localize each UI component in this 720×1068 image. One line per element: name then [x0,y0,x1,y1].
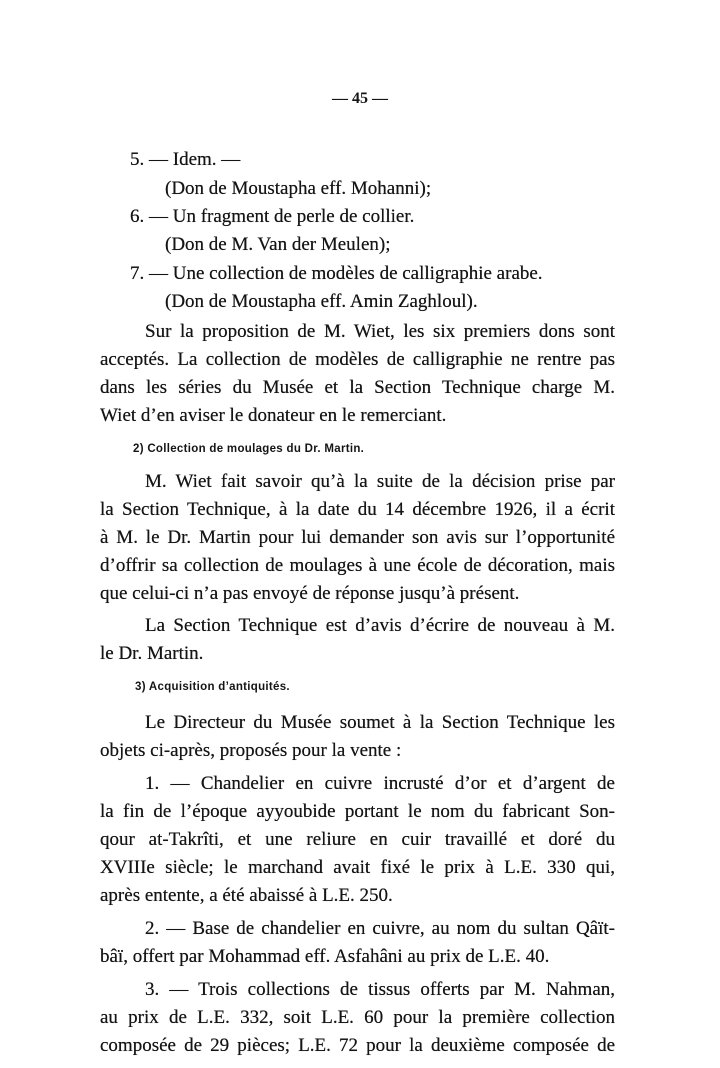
paragraph-line: la Section Technique, à la date du 14 décembre 1926, il a écrit [100,499,615,520]
donation-item-7: 7. — Une collection de modèles de calligraphie arabe. [130,263,543,284]
paragraph-line: composée de 29 pièces; L.E. 72 pour la deuxième composée de [100,1035,615,1056]
paragraph-line: objets ci-après, proposés pour la vente : [100,740,402,761]
paragraph-line: dans les séries du Musée et la Section Technique charge M. [100,377,615,398]
paragraph-line: Sur la proposition de M. Wiet, les six premiers dons sont [145,321,615,342]
donation-item-6: 6. — Un fragment de perle de collier. [130,206,415,227]
paragraph-line: d’offrir sa collection de moulages à une école de décoration, mais [100,555,615,576]
paragraph-line: Le Directeur du Musée soumet à la Section Technique les [145,712,615,733]
donation-item-7-donor: (Don de Moustapha eff. Amin Zaghloul). [165,291,478,312]
paragraph-line: qour at-Takrîti, et une reliure en cuir travaillé et doré du [100,829,615,850]
paragraph-line: après entente, a été abaissé à L.E. 250. [100,885,393,906]
paragraph-line: la fin de l’époque ayyoubide portant le nom du fabricant Son- [100,801,615,822]
section-heading-2: 2) Collection de moulages du Dr. Martin. [133,443,365,455]
paragraph-line: au prix de L.E. 332, soit L.E. 60 pour la première collection [100,1007,615,1028]
paragraph-line: acceptés. La collection de modèles de calligraphie ne rentre pas [100,349,615,370]
paragraph-line: que celui-ci n’a pas envoyé de réponse jusqu’à présent. [100,583,520,604]
donation-item-5: 5. — Idem. — [130,149,241,170]
acquisition-item-2: 2. — Base de chandelier en cuivre, au nom du sultan Qâït- [145,918,615,939]
acquisition-item-3: 3. — Trois collections de tissus offerts par M. Nahman, [145,979,615,1000]
paragraph-line: M. Wiet fait savoir qu’à la suite de la décision prise par [145,471,615,492]
paragraph-line: à M. le Dr. Martin pour lui demander son avis sur l’opportunité [100,527,615,548]
donation-item-5-donor: (Don de Moustapha eff. Mohanni); [165,178,432,199]
page-number: — 45 — [332,90,388,107]
paragraph-line: le Dr. Martin. [100,643,204,664]
paragraph-line: Wiet d’en aviser le donateur en le remerciant. [100,405,447,426]
paragraph-line: XVIIIe siècle; le marchand avait fixé le prix à L.E. 330 qui, [100,857,615,878]
paragraph-line: bâï, offert par Mohammad eff. Asfahâni au prix de L.E. 40. [100,946,550,967]
section-heading-3: 3) Acquisition d’antiquités. [135,681,290,693]
paragraph-line: La Section Technique est d’avis d’écrire de nouveau à M. [145,615,615,636]
acquisition-item-1: 1. — Chandelier en cuivre incrusté d’or et d’argent de [145,773,615,794]
donation-item-6-donor: (Don de M. Van der Meulen); [165,234,391,255]
